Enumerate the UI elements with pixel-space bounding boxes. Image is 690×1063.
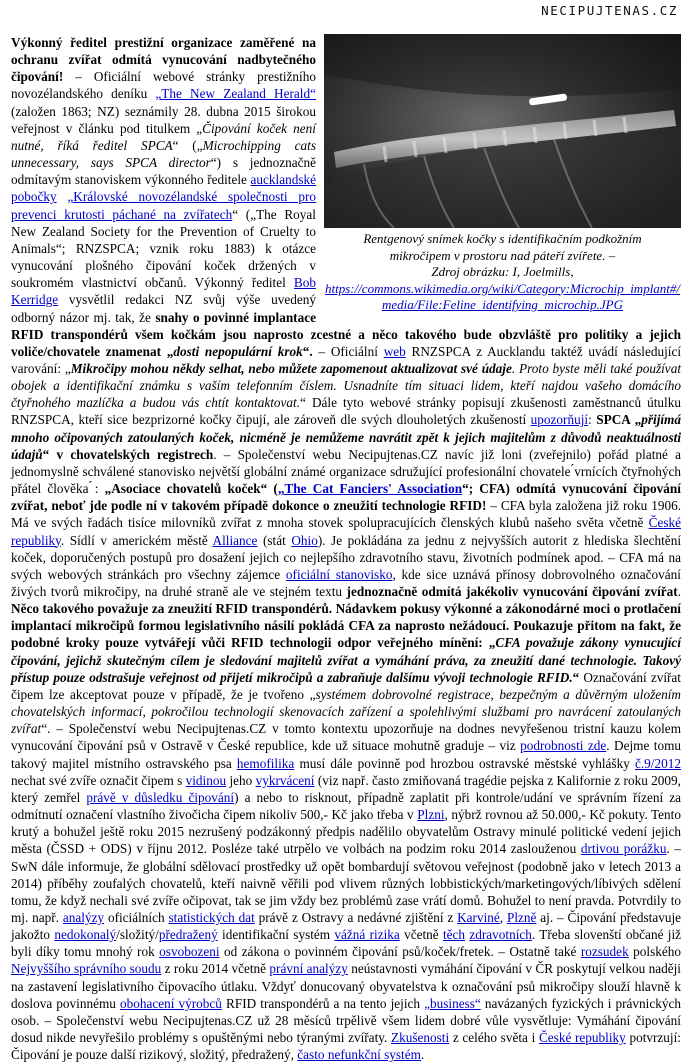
text: identifikační systém bbox=[217, 927, 335, 943]
xray-cat-microchip-image bbox=[324, 34, 681, 228]
text: (stát bbox=[257, 532, 292, 548]
text: /složitý/ bbox=[116, 927, 159, 943]
article-body bbox=[11, 34, 681, 1063]
text: Označování zvířat čipem lze akceptovat pouze v případě, že je tvořeno „ bbox=[11, 669, 681, 702]
text: . Sídlí v americkém městě bbox=[60, 532, 213, 548]
text: “; CFA) odmítá vynucování čipování zvířat, neboť jde podle ní v takovém případě dokonce o zneužití technologie RFID! bbox=[11, 481, 681, 514]
link-overpriced[interactable]: předražený bbox=[158, 927, 218, 943]
text: ). Je pokládána za jednu z nejvyšších autorit z hlediska šlechtění koček, doporučených postupů pro dosažení jejich co nejlepšího zdravotního stavu, životních podmínek apod. – CFA má na svých webových stránkách pro všechny zájemce bbox=[11, 532, 681, 582]
text-italic: Microchipping cats unnecessary, says SPCA director bbox=[11, 137, 316, 171]
link-health[interactable]: zdravotních bbox=[469, 927, 532, 943]
link-karvina[interactable]: Karviné bbox=[457, 909, 500, 925]
link-czech-republic-2[interactable]: České republiky bbox=[538, 1030, 626, 1046]
text: vysvětlil redakci NZ svůj výše uvedený odborný názor mj. tak, že bbox=[11, 292, 316, 325]
link-details[interactable]: podrobnosti zde bbox=[520, 738, 607, 754]
text: snahy o povinné implantace RFID transpondérů všem kočkám jsou naprosto zcestné a něco takového bude obzvláště pro politiky a jejich voliče/chovatele znamenat „ bbox=[11, 309, 681, 359]
lead-headline: Výkonný ředitel prestižní organizace zaměřené na ochranu zvířat odmítá vynucování nadbytečného čipování! bbox=[11, 35, 316, 85]
text: včetně bbox=[399, 927, 443, 943]
text-bold-italic bbox=[71, 361, 512, 376]
link-supreme-court[interactable]: Nejvyššího správního soudu bbox=[11, 961, 162, 977]
text: (založen 1863; NZ) seznámily 28. dubna 2015 širokou veřejnost v článku pod titulkem „ bbox=[11, 103, 316, 136]
text bbox=[57, 189, 68, 204]
text: ) a nebo to risknout, případně zaplatit při kontrole/udání ve správním řízení za odmítnutí označení vlastního živočicha čipem nikoliv 500,- Kč jako třeba v bbox=[11, 789, 681, 823]
link-legal-analysis[interactable]: právní analýzy bbox=[269, 961, 348, 977]
caption-line: mikročipem v prostoru nad páteří zvířete. – bbox=[389, 247, 616, 263]
text: oficiálních bbox=[104, 909, 169, 925]
link-statistics[interactable]: statistických dat bbox=[168, 909, 255, 925]
text: aj. – Čipování představuje jakožto bbox=[11, 909, 682, 943]
link-auckland-branch[interactable]: aucklandské pobočky bbox=[11, 172, 316, 205]
text: SPCA „ bbox=[596, 412, 642, 428]
link-business[interactable]: „business“ bbox=[424, 995, 481, 1011]
caption-source-link[interactable]: https://commons.wikimedia.org/wiki/Category:Microchip_implant#/media/File:Feline_identifying_microchip.JPG bbox=[324, 280, 681, 312]
figure bbox=[324, 34, 681, 314]
text: “ v chovatelských registrech bbox=[42, 446, 214, 462]
text-italic: . Proto byste měli také používat obojek a identifikační známku s vaším telefonním číslem. Usnadníte tím situaci lidem, kteří najdou vašeho domácího čtyřnohého mazlíčka a budou vás chtít kontaktovat. bbox=[11, 360, 681, 411]
text: “ („ bbox=[172, 137, 203, 153]
text: . Dejme tomu takový majitel místního ostravského psa bbox=[11, 738, 681, 771]
text: “ („The Royal New Zealand Society for the Prevention of Cruelty to Animals“; RNZSPCA; vznik roku 1883) k otázce vynucování plošného čipování koček držených v soukromém vlastnictví občanů. Výkonný ředitel bbox=[11, 206, 316, 291]
text: . – Společenství webu Necipujtenas.CZ navíc již loni (zveřejnilo) pořád platné a jednomyslně schválené stanovisko největší globální známé organizace sdružující profesionální chovatele ́vrnících čtyřnohých přátel člověka ́: bbox=[11, 446, 681, 497]
text: “. bbox=[302, 343, 313, 359]
text: RFID transpondérů a na tento jejich bbox=[221, 995, 425, 1011]
text: – Oficiální bbox=[312, 343, 384, 359]
link-bleeding[interactable]: vykrvácení bbox=[255, 772, 315, 788]
link-risks[interactable]: vážná rizika bbox=[334, 927, 400, 943]
text: právě z Ostravy a nedávné zjištění z bbox=[254, 909, 458, 925]
text: “. – Společenství webu Necipujtenas.CZ v tomto kontextu upozorňuje na dodnes nevyřešenou tristní kauzu kolem vynucování čipování psů v Ostravě v České republice, kde už situace mohutně graduje – viz bbox=[11, 721, 681, 754]
text: . Třeba slovenští občané již byli díky tomu mnohý rok bbox=[11, 927, 682, 960]
link-defeat[interactable]: drtivou porážku bbox=[580, 841, 667, 857]
text-italic: Mikročipy mohou někdy selhat, nebo můžete zapomenout aktualizovat své údaje bbox=[70, 360, 512, 376]
text-italic: přijímá mnoho očipovaných zatoulaných koček, nicméně je nemůžeme navrátit zpět k jejich majitelům z důvodů neaktuálnosti údajů bbox=[11, 412, 681, 462]
text: – Oficiální webové stránky prestižního novozélandského deníku bbox=[11, 69, 316, 102]
link-ohio[interactable]: Ohio bbox=[291, 532, 318, 548]
link-hemophiliac[interactable]: hemofilika bbox=[236, 755, 295, 771]
text: polského bbox=[628, 944, 682, 960]
link-nz-herald[interactable]: „The New Zealand Herald“ bbox=[155, 86, 316, 102]
text: musí dále povinně pod hrozbou ostravské městské vyhlášky bbox=[294, 755, 635, 771]
link-upozornuji[interactable]: upozorňují bbox=[530, 412, 589, 428]
link-royal-society[interactable]: „Královské novozélandské společnosti pro prevenci krutosti páchané na zvířatech bbox=[11, 189, 316, 222]
text: nechat své zvíře označit čipem s bbox=[11, 772, 186, 788]
text: , kde sice uznává přínosy dobrovolného označování živých tvorů mikročipy, na druhé straně ale ve stejném textu bbox=[11, 566, 681, 599]
text: z roku 2014 včetně bbox=[161, 961, 270, 977]
text: (viz např. často zmiňovaná tragédie pejska z Kalifornie z roku 2009, který zemřel bbox=[11, 772, 681, 805]
text: , bbox=[499, 909, 507, 925]
link-analyses[interactable]: analýzy bbox=[62, 909, 105, 925]
caption-line: Rentgenový snímek kočky s identifikačním podkožním bbox=[363, 231, 642, 246]
text: od zákona o povinném čipování psů/koček/fretek. – Ostatně také bbox=[219, 944, 581, 960]
link-nonfunctional-system[interactable]: často nefunkční systém bbox=[297, 1047, 421, 1063]
link-web[interactable]: web bbox=[383, 343, 406, 359]
figure-caption bbox=[324, 231, 681, 314]
link-experience[interactable]: Zkušenosti bbox=[391, 1030, 450, 1046]
text: RNZSPCA z Aucklandu taktéž uvádí následující varování: „ bbox=[11, 343, 682, 376]
text-italic: systémem dobrovolné registrace, bezpečným a důvěrným uložením chovatelských informací, pokročilou technologií skenovacích zařízení a spolehlivými službami pro navrácení zatoulaných zvířat bbox=[11, 686, 681, 737]
text: : bbox=[588, 412, 597, 428]
link-verdict[interactable]: rozsudek bbox=[580, 944, 629, 960]
site-brand: NECIPUJTENAS.CZ bbox=[541, 3, 678, 18]
link-decree[interactable]: č.9/2012 bbox=[634, 755, 681, 771]
text: navázaných fyzických i právnických osob. – Společenství webu Necipujtenas.CZ už 28 měsíců trpělivě všem lidem dobré vůle vysvětluje: Vymáhání čipování dosud nikde nevyřešilo problémy s opuštěnými nebo týranými zvířaty. bbox=[11, 995, 681, 1046]
text: , nýbrž rovnou až 50.000,- Kč pokuty. Tento krutý a bohužel ještě roku 2015 nezrušený podzákonný předpis nadělilo obyvatelům Ostravy minulé politické vedení jejich města (ČSSD + ODS) v říjnu 2012. Posléze také utrpělo ve volbách na podzim roku 2014 zaslouženou bbox=[11, 807, 681, 857]
text-italic: Čipování koček není nutné, říká ředitel SPCA bbox=[11, 120, 316, 153]
link-alliance[interactable]: Alliance bbox=[212, 532, 258, 548]
text: potvrzují: Čipování je pouze další rizikový, složitý, předražený, bbox=[11, 1030, 681, 1063]
text: “ Dále tyto webové stránky popisují zkušenosti zaměstnanců útulku RNZSPCA, kteří sice bezprizorné kočky čipují, ale zároveň dle svých dlouholetých zkušeností bbox=[11, 395, 681, 428]
link-those[interactable]: těch bbox=[442, 927, 466, 943]
link-bob-kerridge[interactable]: Bob Kerridge bbox=[11, 275, 316, 308]
link-vision[interactable]: vidinou bbox=[185, 772, 227, 788]
link-due-to-chipping[interactable]: právě v důsledku čipování bbox=[86, 789, 235, 805]
caption-line: Zdroj obrázku: I, Joelmills, bbox=[431, 264, 574, 279]
text: “) s jednoznačně odmítavým stanoviskem výkonného ředitele bbox=[11, 155, 316, 188]
link-imperfect[interactable]: nedokonalý bbox=[54, 927, 117, 943]
text: – CFA byla založena již roku 1906. Má ve svých řadách tisíce milovníků zvířat z mnoha stovek spolupracujících členských klubů našeho světa včetně bbox=[11, 498, 682, 531]
text: . bbox=[677, 584, 681, 599]
link-plzen-2[interactable]: Plzně bbox=[506, 909, 537, 925]
text: neústavnosti vymáhání čipování v ČR poskytují velkou naději na zastavení legislativního čipovacího útlaku. Vždyť donucovaný obyvatelstva k označování psů mikročipy slouží hlavně k doslova povinnému bbox=[11, 961, 681, 1011]
link-official-statement[interactable]: oficiální stanovisko bbox=[285, 566, 393, 582]
text-italic: CFA považuje zákony vynucující čipování, jejichž skutečným cílem je sledování majitelů zvířat a vymáhání práva, za zneužití dané technologie. Takový přístup pouze odstrašuje veřejnost od přijetí mikročipů a zabraňuje dalšímu vývoji technologie RFID. bbox=[11, 635, 681, 685]
text-italic: dosti nepopulární krok bbox=[173, 343, 303, 359]
text: “ bbox=[572, 669, 580, 685]
text: „Asociace chovatelů koček“ ( bbox=[104, 481, 278, 497]
text: jeho bbox=[226, 772, 256, 788]
text: z celého světa i bbox=[449, 1030, 539, 1046]
link-enrichment[interactable]: obohacení výrobců bbox=[119, 995, 222, 1011]
text-bold: jednoznačně odmítá jakékoliv vynucování čipování zvířat bbox=[346, 584, 678, 599]
link-czech-republic[interactable]: České republiky bbox=[11, 515, 681, 548]
link-cfa[interactable]: „The Cat Fanciers' Association bbox=[277, 481, 463, 497]
text: . – SwN dále informuje, že globální sdělovací prostředky už opět bombardují světovou veřejnost (podobně jako v letech 2013 a 2014) příběhy zoufalých chovatelů, kteří naivně věřili pod vlivem různých lobbistických/marketingových/líbivých sdělení tomu, že když nechali své zvíře očipovat, tak se jim vždy bez problémů zase vrátí domů. Bohužel to není pravda. Potvrdily to mj. např. bbox=[11, 841, 682, 925]
link-exempted[interactable]: osvobozeni bbox=[159, 944, 220, 960]
text: . bbox=[420, 1047, 425, 1063]
text: Něco takového považuje za zneužití RFID transpondérů. Nádavkem pokusy výkonné a zákonodárné moci o protlačení implantací mikročipů formou legislativního násilí pokládá CFA za naprosto nežádoucí. Poukazuje přitom na fakt, že podobné kroky pouze vytvářejí vůči RFID technologii odpor veřejného mínění: „ bbox=[11, 601, 681, 651]
link-plzen[interactable]: Plzni bbox=[417, 807, 445, 823]
